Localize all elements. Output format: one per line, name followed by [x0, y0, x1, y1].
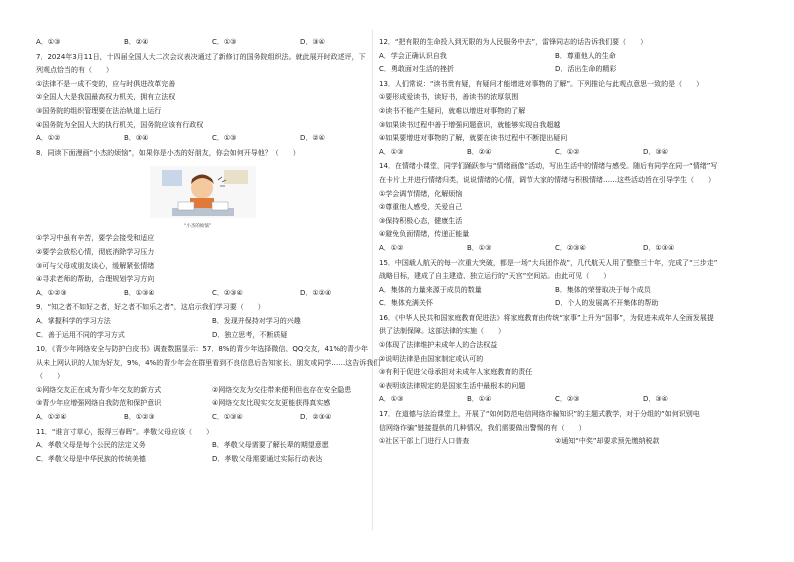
q15-options [379, 297, 731, 311]
option: C．②③④ [212, 288, 243, 297]
q16-item: ②说明法律是由国家制定或认可的 [379, 354, 484, 363]
option: A．①③ [36, 38, 61, 46]
option: B．①②③ [124, 413, 155, 422]
right-column [379, 36, 731, 449]
cartoon-illustration [148, 164, 258, 228]
option: B．①④ [467, 395, 492, 404]
q15-options [379, 284, 731, 298]
q17-stem: 17．在道德与法治课堂上，开展了“如何防范电信网络诈骗知识”的主题式教学，对于分组的“如何识别电 [379, 410, 700, 419]
q6-options [36, 36, 388, 50]
option: C．①② [555, 147, 580, 156]
q10-item: ①网络交友正在成为青少年交友的新方式 [36, 385, 162, 394]
q13-stem: 13．人们常说：“读书贵有疑，有疑问才能增进对事物的了解”。下列推论与此观点意思一致的是（ ） [379, 79, 704, 88]
q10-items [36, 397, 388, 411]
q14-item: ④避免负面情绪，传递正能量 [379, 230, 470, 239]
q9-options [36, 329, 388, 343]
option: A．①②④ [36, 413, 67, 422]
option: C．①③ [212, 38, 237, 46]
q14-stem: 在卡片上并进行情绪归类，说说情绪的心情，调节大家的情绪与积极情绪……这些活动旨在引导学生（ ） [379, 175, 715, 184]
option: B．尊重他人的生命 [555, 51, 616, 60]
q7-item: ④国务院为全国人大的执行机关，国务院应该有行政权 [36, 120, 204, 129]
option: C．勇敢面对生活的挫折 [379, 65, 454, 74]
option: A．学会正确认识自我 [379, 51, 447, 60]
q12-options [379, 63, 731, 77]
option: A．集体的力量来源于成员的数量 [379, 285, 482, 294]
option: A．①③ [379, 395, 404, 404]
q10-stem: 10．《青少年网络安全与防护白皮书》调查数据显示：57．8%的青少年选择微信、QQ交友，41%的青少年 [36, 345, 368, 354]
q10-stem: 从未上网认识的人加为好友，9%，4%的青少年会在群里看到不良信息后告知家长、朋友或同学……这告诉我们 [36, 358, 381, 367]
q8-item: ②要学会放松心情，彻底消除学习压力 [36, 247, 155, 256]
q17-item: ①社区干部上门进行人口普查 [379, 437, 470, 446]
q8-stem: 8．同读下面漫画“小杰的烦恼”，如果你是小杰的好朋友，你会如何开导他？（ ） [36, 148, 300, 157]
option: D．②④ [300, 134, 325, 143]
q13-item: ④如果要增进对事物的了解，就要在读书过程中不断提出疑问 [379, 134, 568, 143]
option: A．孝敬父母是每个公民的法定义务 [36, 441, 146, 450]
q13-item: ②读书不能产生疑问，就难以增进对事物的了解 [379, 106, 526, 115]
q8-item: ④寻求老师的帮助，合理规划学习方向 [36, 275, 155, 284]
option: D．③④ [643, 147, 668, 156]
option: C．善于运用不同的学习方式 [36, 330, 125, 339]
option: C．①③④ [212, 413, 243, 422]
q11-stem: 11．“谁言寸草心，报得三春晖”。孝敬父母应该（ ） [36, 427, 214, 436]
q11-options [36, 453, 388, 467]
option: A．①② [36, 134, 61, 143]
q8-item: ①学习中虽有辛苦，要学会接受和适应 [36, 234, 155, 243]
q16-item: ③有利于促进父母承担对未成年人家庭教育的责任 [379, 368, 533, 377]
cartoon-caption: “小杰的烦恼” [184, 224, 212, 230]
q8-options [36, 287, 388, 301]
q10-item: ②网络交友为交往带来便利但也存在安全隐患 [212, 385, 352, 394]
option: D．③④ [300, 38, 325, 46]
q13-item: ③如果读书过程中善于增强问题意识，就能够实现自我超越 [379, 120, 561, 129]
q10-options [36, 411, 388, 425]
q12-options [379, 50, 731, 64]
q8-item: ③可与父母或朋友谈心，缓解紧张情绪 [36, 261, 155, 270]
q7-item: ①法律不是一成不变的，应与时俱进改革完善 [36, 79, 176, 88]
option: A．①② [379, 243, 404, 252]
q10-item: ④网络交友比现实交友更能获得真实感 [212, 399, 331, 408]
q7-options [36, 132, 388, 146]
q10-item: ③青少年应增强网络自我防范和保护意识 [36, 399, 162, 408]
option: A．①③ [379, 147, 404, 156]
option: D．活出生命的精彩 [555, 65, 617, 74]
q10-stem: （ ） [36, 372, 64, 381]
q7-item: ③国务院的组织管理要在法治轨道上运行 [36, 106, 162, 115]
q15-stem: 战略目标，建成了自主建造、独立运行的“天宫”空间站。由此可见（ ） [379, 272, 611, 281]
option: B．②④ [124, 38, 149, 46]
option: B．③④ [124, 134, 149, 143]
option: B．①③④ [124, 288, 155, 297]
option: A．掌握科学的学习方法 [36, 316, 111, 325]
option: C．①③ [212, 134, 237, 143]
cartoon-drawing [148, 164, 258, 228]
q14-item: ①学会调节情绪，化解烦恼 [379, 189, 463, 198]
q11-options [36, 439, 388, 453]
option: D．个人的发展离不开集体的帮助 [555, 299, 659, 308]
q14-stem: 14．在情绪小课堂，同学们踊跃参与“情绪画像”活动，写出生活中的情绪与感受。随后有同学在同一“情绪”写 [379, 162, 718, 171]
q7-stem: 列观点恰当的有（ ） [36, 66, 113, 75]
option: C．孝敬父母是中华民族的传统美德 [36, 454, 146, 463]
option: B．集体的荣誉取决于每个成员 [555, 285, 651, 294]
option: D．①②④ [300, 288, 332, 297]
q9-options [36, 315, 388, 329]
q12-stem: 12．“把有限的生命投入到无限的为人民服务中去”，雷锋同志的话告诉我们要（ ） [379, 38, 648, 46]
q14-options [379, 242, 731, 256]
option: D．孝敬父母需要通过实际行动表达 [212, 454, 323, 463]
q13-item: ①要形成爱读书，读好书，善读书的浓厚氛围 [379, 93, 519, 102]
option: B．②④ [467, 147, 492, 156]
option: C．集体充满关怀 [379, 299, 433, 308]
q16-item: ①体现了法律维护未成年人的合法权益 [379, 341, 498, 350]
q13-options [379, 146, 731, 160]
q16-stem: 16．《中华人民共和国家庭教育促进法》将家庭教育由传统“家事”上升为“国事”，为促进未成年人全面发展提 [379, 313, 714, 322]
left-column [36, 36, 388, 466]
option: B．孝敬父母需要了解长辈的期望意愿 [212, 441, 329, 450]
q14-item: ②尊重他人感受，关爱自己 [379, 203, 463, 212]
q7-item: ②全国人大是我国最高权力机关，拥有立法权 [36, 93, 176, 102]
option: D．①③④ [643, 243, 675, 252]
q16-options [379, 393, 731, 407]
q14-item: ③保持积极心态，健康生活 [379, 216, 463, 225]
option: D．独立思考，不断质疑 [212, 330, 288, 339]
q10-items [36, 384, 388, 398]
option: C．②③④ [555, 243, 586, 252]
q7-stem: 7．2024年3月11日，十四届全国人大二次会议表决通过了新修订的国务院组织法。就此展开时政述评，下 [36, 52, 366, 61]
q17-items [379, 435, 731, 449]
option: C．②③ [555, 395, 580, 404]
option: A．①②③ [36, 288, 67, 297]
q17-item: ②通知“中奖”却要求预先缴纳税款 [555, 437, 660, 446]
q15-stem: 15．中国载人航天的每一次重大突破，都是一场“大兵团作战”，几代航天人用了整整三十年，完成了“三步走” [379, 258, 718, 267]
q16-item: ④表明该法律规定的是国家生活中最根本的问题 [379, 381, 526, 390]
option: D．②③④ [300, 413, 332, 422]
option: B．①③ [467, 243, 492, 252]
option: D．③④ [643, 395, 668, 404]
option: B．发现并保持对学习的兴趣 [212, 316, 301, 325]
q9-stem: 9．“知之者不如好之者，好之者不如乐之者”，这启示我们学习要（ ） [36, 303, 265, 312]
q16-stem: 供了法制保障。这部法律的实施（ ） [379, 327, 505, 336]
q17-stem: 信网络诈骗”链接提供的几种情况，我们需要做出警惕的有（ ） [379, 423, 586, 432]
